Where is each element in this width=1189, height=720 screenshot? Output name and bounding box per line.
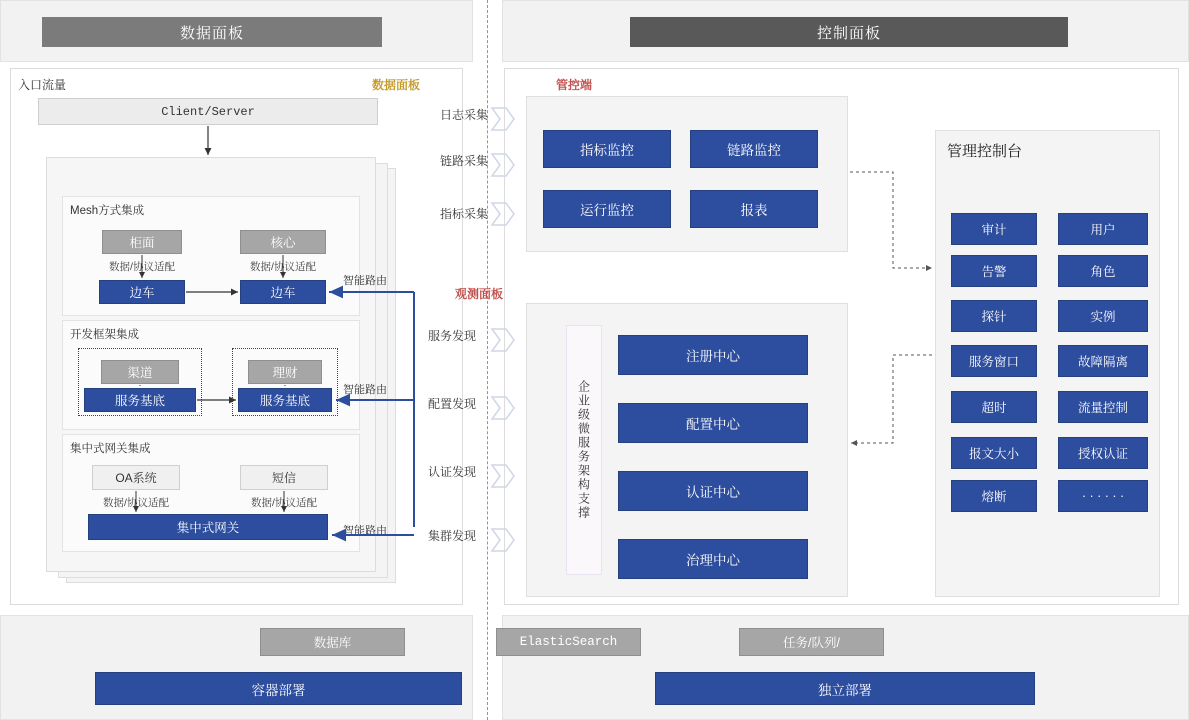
dev-right-top-box: 理财 (248, 360, 322, 384)
discovery-label-1: 配置发现 (428, 397, 477, 411)
monitor-box-0: 指标监控 (543, 130, 671, 168)
footer-container-deploy-box: 容器部署 (95, 672, 462, 705)
group-mesh-title: Mesh方式集成 (70, 205, 145, 217)
mesh-right-sidecar-box: 边车 (240, 280, 326, 304)
footer-task-queue-box: 任务/队列/ (739, 628, 884, 656)
data-panel-band-title: 数据面板 (42, 17, 382, 47)
route-label-mesh: 智能路由 (343, 275, 387, 287)
central-gateway-box: 集中式网关 (88, 514, 328, 540)
center-box-1: 配置中心 (618, 403, 808, 443)
mesh-right-adapter-caption: 数据/协议适配 (250, 261, 316, 273)
mesh-left-top-box: 柜面 (102, 230, 182, 254)
console-item-0: 审计 (951, 213, 1037, 245)
mesh-right-top-box: 核心 (240, 230, 326, 254)
group-central-gateway-title: 集中式网关集成 (70, 443, 151, 455)
console-item-13: · · · · · · (1058, 480, 1148, 512)
dev-left-top-box: 渠道 (101, 360, 179, 384)
group-dev-framework-title: 开发框架集成 (70, 329, 139, 341)
mesh-left-adapter-caption: 数据/协议适配 (109, 261, 175, 273)
route-label-dev: 智能路由 (343, 384, 387, 396)
dev-left-base-box: 服务基底 (84, 388, 196, 412)
client-server-box: Client/Server (38, 98, 378, 125)
console-item-5: 实例 (1058, 300, 1148, 332)
management-console-title: 管理控制台 (947, 143, 1023, 160)
gateway-right-top-box: 短信 (240, 465, 328, 490)
console-item-11: 授权认证 (1058, 437, 1148, 469)
gateway-right-adapter-caption: 数据/协议适配 (251, 497, 317, 509)
console-item-9: 流量控制 (1058, 391, 1148, 423)
center-box-2: 认证中心 (618, 471, 808, 511)
console-item-6: 服务窗口 (951, 345, 1037, 377)
monitor-box-2: 运行监控 (543, 190, 671, 228)
collect-label-1: 链路采集 (440, 154, 489, 168)
mesh-left-sidecar-box: 边车 (99, 280, 185, 304)
microservice-vertical-label: 企业级微服务架构支撑 (576, 380, 591, 520)
console-item-7: 故障隔离 (1058, 345, 1148, 377)
footer-elasticsearch-box: ElasticSearch (496, 628, 641, 656)
control-side-label: 管控端 (556, 78, 593, 92)
footer-database-box: 数据库 (260, 628, 405, 656)
footer-standalone-deploy-box: 独立部署 (655, 672, 1035, 705)
route-label-gateway: 智能路由 (343, 525, 387, 537)
discovery-label-0: 服务发现 (428, 329, 477, 343)
monitor-box-1: 链路监控 (690, 130, 818, 168)
monitor-group (526, 96, 848, 252)
gateway-left-adapter-caption: 数据/协议适配 (103, 497, 169, 509)
center-box-3: 治理中心 (618, 539, 808, 579)
gateway-left-top-box: OA系统 (92, 465, 180, 490)
console-item-8: 超时 (951, 391, 1037, 423)
data-panel-corner-label: 数据面板 (372, 78, 421, 92)
collect-label-2: 指标采集 (440, 207, 489, 221)
observe-panel-label: 观测面板 (455, 287, 504, 301)
console-item-1: 用户 (1058, 213, 1148, 245)
console-item-2: 告警 (951, 255, 1037, 287)
monitor-box-3: 报表 (690, 190, 818, 228)
center-box-0: 注册中心 (618, 335, 808, 375)
console-item-4: 探针 (951, 300, 1037, 332)
discovery-label-3: 集群发现 (428, 529, 477, 543)
control-panel-band-title: 控制面板 (630, 17, 1068, 47)
dev-right-base-box: 服务基底 (238, 388, 332, 412)
collect-label-0: 日志采集 (440, 108, 489, 122)
microservice-vertical-label-box (566, 325, 602, 575)
ingress-traffic-label: 入口流量 (18, 78, 67, 92)
console-item-10: 报文大小 (951, 437, 1037, 469)
console-item-12: 熔断 (951, 480, 1037, 512)
console-item-3: 角色 (1058, 255, 1148, 287)
discovery-label-2: 认证发现 (428, 465, 477, 479)
